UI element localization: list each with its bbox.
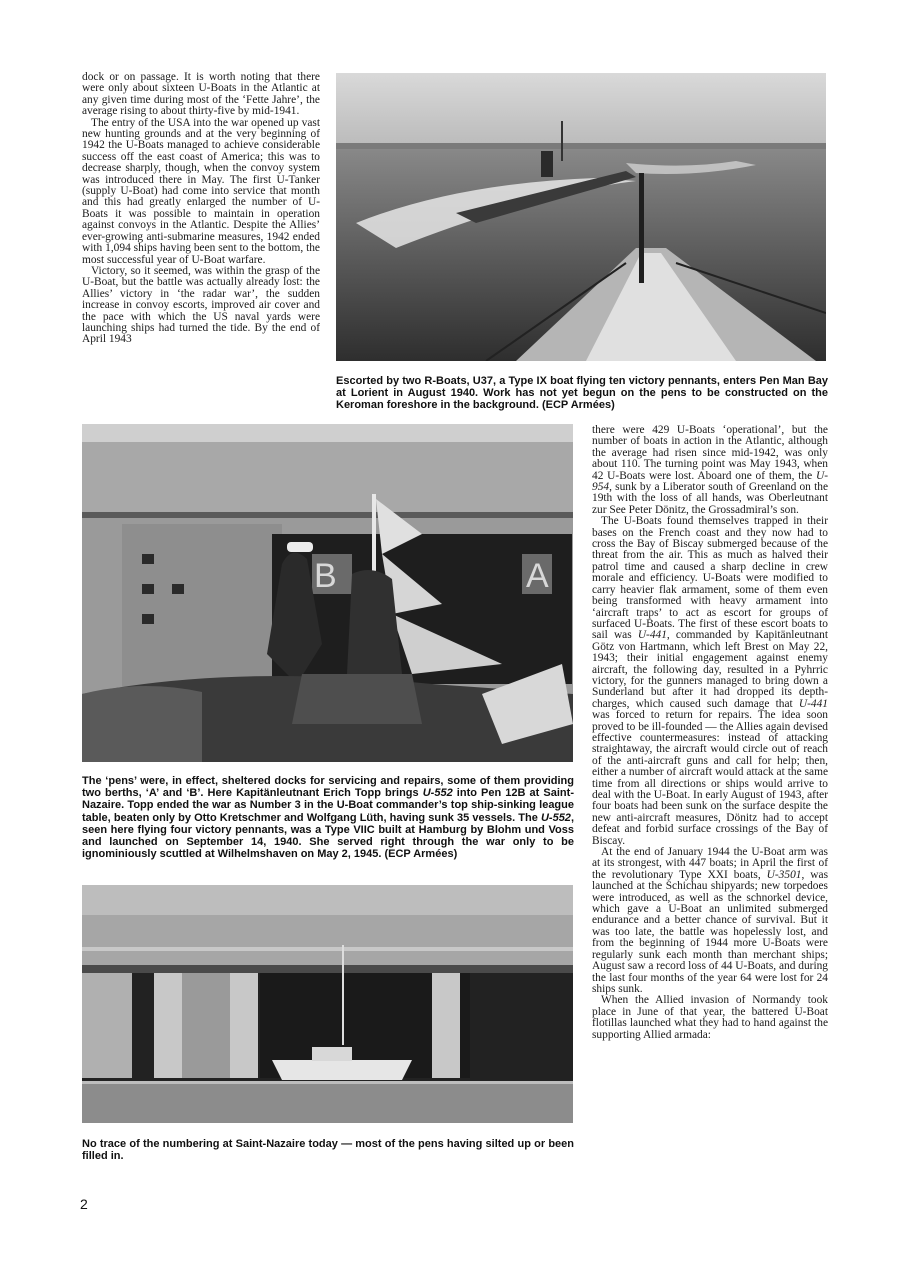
paragraph [592,425,828,516]
text-run: The U-Boats found themselves trapped in their bases on the French coast and they now had to cross the Bay of Biscay submerged because of the threat from the air. This as much as halved their patrol time and caused a sharp decline in crew morale and efficiency. U-Boats were modified to carry heavier flak armament, some of them even being transformed with heavy armament into ‘aircraft traps’ to act as escort for groups of surfaced U-Boats. The first of these escort boats to sail was [592,515,828,642]
photo-saint-nazaire-pens [82,424,573,762]
text-run: , was launched at the Schichau shipyards; new torpedoes were introduced, as well as the schnorkel device, which gave a U-Boat an unlimited submerged endurance and a better chance of survival. But it was too late, the battle was hopelessly lost, and from the beginning of 1944 more U-Boats were regularly sunk each month than merchant ships; August saw a record loss of 44 U-Boats, and during the last four months of the year 64 were lost for 24 ships sunk. [592,868,828,995]
caption-boat-name: U-552 [422,787,453,800]
photo-uboat-lorient-image [336,73,826,361]
photo-saint-nazaire-pens-image [82,424,573,762]
text-run: , sunk by a Liberator south of Greenland on the 19th with the loss of all hands, was Oberleutnant zur See Peter Dönitz, the Grossadmiral’s son. [592,481,828,516]
caption-today: No trace of the numbering at Saint-Nazaire today — most of the pens having silted up or been filled in. [82,1138,574,1163]
caption-lorient: Escorted by two R-Boats, U37, a Type IX boat flying ten victory pennants, enters Pen Man Bay at Lorient in August 1940. Work has not yet begun on the pens to be constructed on the Keroman foreshore in the background. (ECP Armées) [336,375,828,412]
caption-pens [82,775,574,875]
photo-uboat-lorient [336,73,826,361]
text-column-left [82,72,320,416]
paragraph: Victory, so it seemed, was within the grasp of the U-Boat, but the battle was actually already lost: the Allies’ victory in ‘the radar war’, the sudden increase in convoy escorts, improved air cover and the pace with which the US naval yards were launching ships had turned the tide. By the end of April 1943 [82,264,320,346]
text-run: was forced to return for repairs. The idea soon proved to be ill-founded — the Allies again devised effective countermeasures: instead of attacking straightaway, the aircraft would circle out of reach of the anti-aircraft guns and call for help; then, either a number of aircraft would attack at the same time from all directions or ships would arrive to deal with the U-Boat. In early August of 1943, after four boats had been sunk on the surface despite the new anti-aircraft measures, Dönitz had to accept defeat and forbid surface crossings of the Bay of Biscay. [592,709,828,847]
text-run-italic: U-3501 [766,868,802,881]
text-run-italic: U-441 [798,697,828,710]
pen-letter-a: A [526,557,549,595]
text-column-right [592,425,828,1173]
caption-text: , seen here flying four victory pennants, was a Type VIIC built at Hamburg by Blohm und Voss and launched on September 14, 1940. She served right through the war only to be ignominiously scuttled at Wilhelmshaven on May 2, 1945. (ECP Armées) [82,811,574,861]
paragraph: The entry of the USA into the war opened up vast new hunting grounds and at the very beginning of 1942 the U-Boats managed to achieve considerable success off the east coast of America; this was to decrease sharply, though, when the convoy system was introduced there in May. The first U-Tanker (supply U-Boat) had come into service that month and this had greatly enlarged the number of U-Boats it was possible to maintain in operation against convoys in the Atlantic. Despite the Allies’ ever-growing anti-submarine measures, 1942 ended with 1,094 ships having been sent to the bottom, the most successful year of U-Boat warfare. [82,116,320,266]
photo-saint-nazaire-today-image [82,885,573,1123]
pen-letter-b: B [314,557,337,595]
text-run: there were 429 U-Boats ‘operational’, but the number of boats in action in the Atlantic, although the average had risen since mid-1942, was only about 110. The turning point was May 1943, when 42 U-Boats were lost. Aboard one of them, the [592,425,828,482]
photo-saint-nazaire-today [82,885,573,1123]
text-run-italic: U-954 [592,469,828,494]
paragraph [592,847,828,995]
text-run-italic: U-441 [637,629,667,642]
text-run: , commanded by Kapitänleutnant Götz von Hartmann, which left Brest on May 22, 1943; their initial engagement against enemy aircraft, the following day, resulted in a Pyhrric victory, for the gunners managed to bring down a Sunderland but after it had dropped its depth-charges, which caused such damage that [592,629,828,710]
caption-boat-name: U-552 [540,811,571,824]
paragraph: dock or on passage. It is worth noting that there were only about sixteen U-Boats in the Atlantic at any given time during most of the ‘Fette Jahre’, the average rising to about thirty-five by mid-1941. [82,72,320,118]
paragraph: When the Allied invasion of Normandy took place in June of that year, the battered U-Boat flotillas launched what they had to hand against the supporting Allied armada: [592,994,828,1041]
page-number: 2 [80,1196,88,1212]
paragraph [592,516,828,847]
text-run: At the end of January 1944 the U-Boat arm was at its strongest, with 447 boats; in April the first of the revolutionary Type XXI boats, [592,846,828,881]
caption-text: into Pen 12B at Saint-Nazaire. Topp ended the war as Number 3 in the U-Boat commander’s top ship-sinking league table, beaten only by Otto Kretschmer and Wolfgang Lüth, having sunk 35 vessels. The [82,787,574,824]
caption-text: The ‘pens’ were, in effect, sheltered docks for servicing and repairs, some of them providing two berths, ‘A’ and ‘B’. Here Kapitänleutnant Erich Topp brings [82,775,574,800]
